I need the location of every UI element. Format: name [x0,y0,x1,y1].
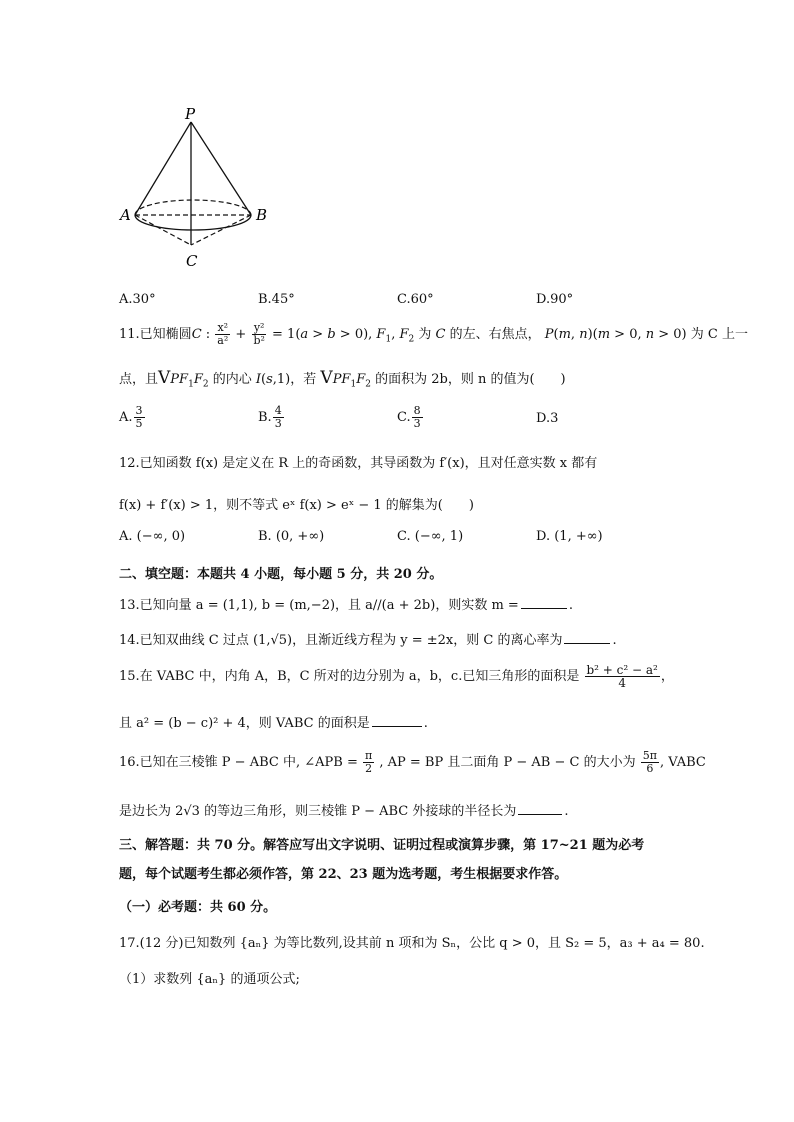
q17-line1: 17.(12 分)已知数列 {aₙ} 为等比数列,设其前 n 项和为 Sₙ，公比 q > 0，且 S₂ = 5，a₃ + a₄ = 80. [119,936,705,951]
q14-answer-blank[interactable] [564,642,610,644]
q12-option-a: A. (−∞, 0) [119,529,186,544]
q16-line2: 是边长为 2√3 的等边三角形，则三棱锥 P − ABC 外接球的半径长为 . [119,804,569,819]
label-c: C [186,252,198,270]
section3-heading-line1: 三、解答题：共 70 分。解答应写出文字说明、证明过程或演算步骤，第 17~21 题为必考 [119,838,645,853]
q10-option-d: D.90° [536,292,574,307]
q16-line1: 16.已知在三棱锥 P − ABC 中, ∠APB = $\frac{\pi}{2}$ , AP = BP 且二面角 P − AB − C 的大小为 $\frac{5\pi}{6}$ , VABC [119,749,706,775]
q11-option-b: B. $\frac{4}{3}$ [258,404,282,430]
q12-line1: 12.已知函数 f(x) 是定义在 R 上的奇函数，其导函数为 f′(x)，且对任意实数 x 都有 [119,456,598,471]
q11-option-d: D.3 [536,411,559,426]
section3-subheading: （一）必考题：共 60 分。 [119,900,277,915]
section2-heading: 二、填空题：本题共 4 小题，每小题 5 分，共 20 分。 [119,567,443,582]
q10-option-b: B.45° [258,292,295,307]
q16-answer-blank[interactable] [518,813,562,815]
q11-option-c: C. $\frac{8}{3}$ [397,404,421,430]
q14: 14.已知双曲线 C 过点 (1,√5)，且渐近线方程为 y = ±2x，则 C 的离心率为 . [119,633,617,648]
q13: 13.已知向量 a = (1,1), b = (m,−2)，且 a//(a + 2b)，则实数 m = . [119,598,573,613]
q15-line2: 且 a² = (b − c)² + 4，则 VABC 的面积是 . [119,716,428,731]
label-a: A [120,206,131,224]
q12-option-c: C. (−∞, 1) [397,529,464,544]
q15-line1: 15.在 VABC 中，内角 A，B，C 所对的边分别为 a，b，c.已知三角形的面积是 $\frac{\text{b² + c² − a²}}{4}$ ， [119,663,674,690]
q11-line2: 点，且$VPF_1F_2$ 的内心 I(s,1)，若 $VPF_1F_2$ 的面积为 2b，则 n 的值为( ) [119,368,566,390]
q10-option-a: A.30° [119,292,156,307]
section3-heading-line2: 题，每个试题考生都必须作答，第 22、23 题为选考题，考生根据要求作答。 [119,867,568,882]
q12-option-d: D. (1, +∞) [536,529,603,544]
label-p: P [185,105,196,123]
cone-figure [115,100,285,270]
q17-part1: （1）求数列 {aₙ} 的通项公式; [119,972,300,987]
label-b: B [256,206,268,224]
q10-option-c: C.60° [397,292,434,307]
q13-answer-blank[interactable] [521,607,567,609]
q15-answer-blank[interactable] [372,725,422,727]
q12-line2: f(x) + f′(x) > 1，则不等式 eˣ f(x) > eˣ − 1 的解集为( ) [119,498,474,513]
q12-option-b: B. (0, +∞) [258,529,325,544]
q11-option-a: A. $\frac{3}{5}$ [119,404,143,430]
q11-line1: 11.已知椭圆C : $\frac{\text{x²}}{\text{a²}}$ + $\frac{\text{y²}}{\text{b²}}$ = 1(a > b > 0), $F_1$, $F_2$ 为 C 的左、右焦点， P(m, n)(m > 0, n > 0) 为 C 上一 [119,321,748,347]
